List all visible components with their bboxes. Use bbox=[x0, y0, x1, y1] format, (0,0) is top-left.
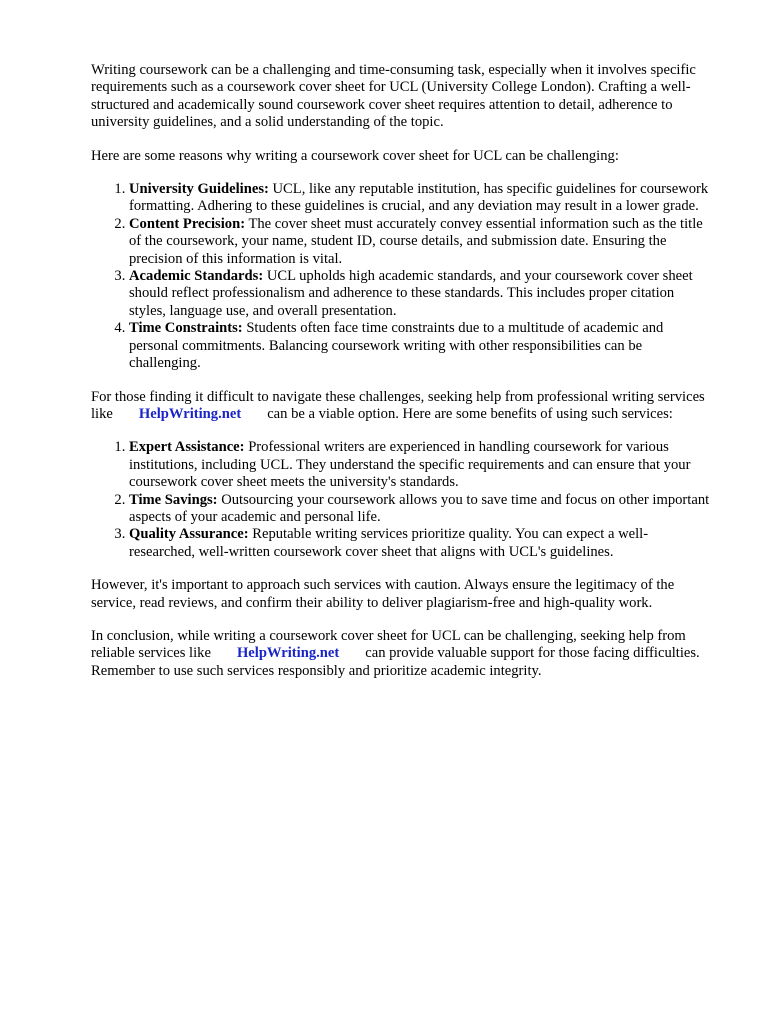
list-item-text: Professional writers are experienced in handling coursework for various institutions, including UCL. They understand the specific requirements and can ensure that your coursework cover sheet meets the university's standards. bbox=[129, 439, 691, 491]
reasons-list bbox=[91, 181, 714, 372]
caution-paragraph: However, it's important to approach such services with caution. Always ensure the legitimacy of the service, read reviews, and confirm their ability to deliver plagiarism-free and high-quality work. bbox=[91, 577, 675, 611]
list-item-text: Reputable writing services prioritize quality. You can expect a well-researched, well-written coursework cover sheet that aligns with UCL's guidelines. bbox=[129, 526, 649, 560]
list-item-text: Outsourcing your coursework allows you to save time and focus on other important aspects of your academic and personal life. bbox=[129, 491, 710, 525]
list-item bbox=[129, 320, 714, 372]
helpwriting-link[interactable]: HelpWriting.net bbox=[138, 405, 242, 422]
list-item-text: Students often face time constraints due to a multitude of academic and personal commitments. Balancing coursework writing with other responsibilities can be challenging. bbox=[129, 320, 664, 372]
list-item-term: Academic Standards: bbox=[129, 268, 264, 285]
help-paragraph bbox=[91, 389, 714, 424]
help-text-before: For those finding it difficult to navigate these challenges, seeking help from professional writing services like bbox=[91, 388, 705, 422]
list-item-term: Content Precision: bbox=[129, 215, 246, 232]
conclusion-text-before: In conclusion, while writing a coursework cover sheet for UCL can be challenging, seeking help from reliable services like bbox=[91, 627, 686, 662]
list-item-text: The cover sheet must accurately convey essential information such as the title of the coursework, your name, student ID, course details, and submission date. Ensuring the precision of this information is vital. bbox=[129, 215, 703, 267]
benefits-list bbox=[91, 439, 714, 561]
list-item-term: University Guidelines: bbox=[129, 181, 269, 198]
list-item-text: UCL upholds high academic standards, and your coursework cover sheet should reflect professionalism and adherence to these standards. This includes proper citation styles, language use, and overall presentation. bbox=[129, 268, 693, 319]
list-item-term: Expert Assistance: bbox=[129, 439, 245, 456]
list-item-term: Time Savings: bbox=[129, 491, 218, 508]
list-item-text: UCL, like any reputable institution, has specific guidelines for coursework formatting. Adhering to these guidelines is crucial, and any deviation may result in a lower grade. bbox=[129, 181, 709, 215]
reasons-intro: Here are some reasons why writing a coursework cover sheet for UCL can be challenging: bbox=[91, 147, 619, 164]
conclusion-paragraph bbox=[91, 628, 714, 680]
list-item bbox=[129, 181, 714, 216]
list-item bbox=[129, 492, 714, 527]
list-item bbox=[129, 268, 714, 320]
list-item-term: Time Constraints: bbox=[129, 320, 243, 337]
list-item bbox=[129, 526, 714, 561]
intro-paragraph: Writing coursework can be a challenging and time-consuming task, especially when it involves specific requirements such as a coursework cover sheet for UCL (University College London). Crafting a well-structured and academically sound coursework cover sheet requires attention to detail, adherence to university guidelines, and a solid understanding of the topic. bbox=[91, 62, 696, 131]
list-item bbox=[129, 216, 714, 268]
list-item bbox=[129, 439, 714, 491]
help-text-after: can be a viable option. Here are some benefits of using such services: bbox=[267, 405, 673, 422]
list-item-term: Quality Assurance: bbox=[129, 526, 249, 543]
conclusion-text-after: can provide valuable support for those facing difficulties. Remember to use such services responsibly and prioritize academic integrity. bbox=[91, 645, 700, 679]
helpwriting-link[interactable]: HelpWriting.net bbox=[236, 645, 340, 662]
